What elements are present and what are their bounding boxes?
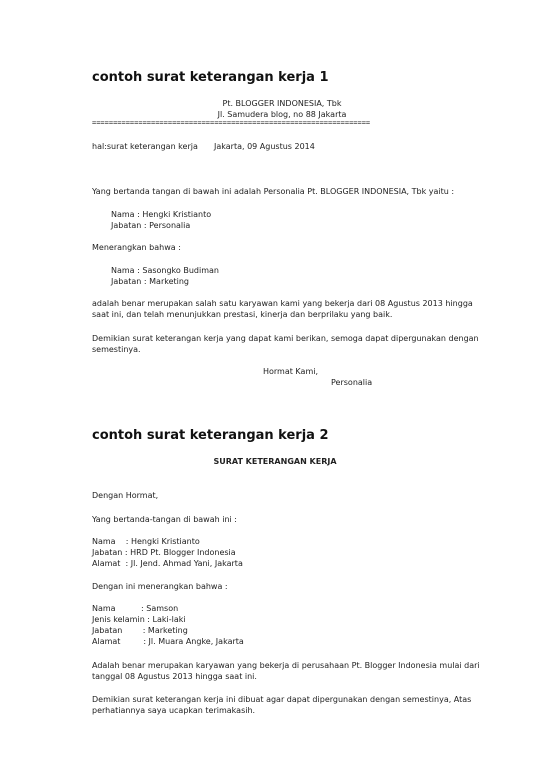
letter2-employee-position: Jabatan : Marketing xyxy=(92,626,188,635)
letter1-separator: ================================================================== xyxy=(92,119,371,127)
letter1-company: Pt. BLOGGER INDONESIA, Tbk xyxy=(222,99,342,108)
letter1-signer-position: Jabatan : Personalia xyxy=(111,221,191,230)
letter1-body-line2: saat ini, dan telah menunjukkan prestasi, kinerja dan berprilaku yang baik. xyxy=(92,310,393,319)
letter1-body-line1: adalah benar merupakan salah satu karyawan kami yang bekerja dari 08 Agustus 2013 hingga xyxy=(92,299,473,308)
letter2-body-line2: tanggal 08 Agustus 2013 hingga saat ini. xyxy=(92,672,257,681)
letter1-address: Jl. Samudera blog, no 88 Jakarta xyxy=(217,110,347,119)
letter2-signer-position: Jabatan : HRD Pt. Blogger Indonesia xyxy=(92,548,236,557)
letter2-body-line1: Adalah benar merupakan karyawan yang bekerja di perusahaan Pt. Blogger Indonesia mulai dari xyxy=(92,661,480,670)
letter2-intro: Yang bertanda-tangan di bawah ini : xyxy=(92,515,237,524)
letter2-heading: contoh surat keterangan kerja 2 xyxy=(92,428,329,443)
letter1-intro: Yang bertanda tangan di bawah ini adalah Personalia Pt. BLOGGER INDONESIA, Tbk yaitu : xyxy=(92,187,455,196)
letter1-employee-name: Nama : Sasongko Budiman xyxy=(111,266,219,275)
letter1-closing-line1: Demikian surat keterangan kerja yang dapat kami berikan, semoga dapat dipergunakan dengan xyxy=(92,334,479,343)
letter1-regards: Hormat Kami, xyxy=(263,367,318,376)
letter2-title: SURAT KETERANGAN KERJA xyxy=(213,457,337,466)
letter1-declares: Menerangkan bahwa : xyxy=(92,243,181,252)
letter2-closing-line1: Demikian surat keterangan kerja ini dibuat agar dapat dipergunakan dengan semestinya, Atas xyxy=(92,695,472,704)
letter1-signer-name: Nama : Hengki Kristianto xyxy=(111,210,212,219)
letter2-signer-address: Alamat : Jl. Jend. Ahmad Yani, Jakarta xyxy=(92,559,243,568)
letter2-declares: Dengan ini menerangkan bahwa : xyxy=(92,582,228,591)
letter2-closing-line2: perhatiannya saya ucapkan terimakasih. xyxy=(92,706,256,715)
letter1-heading: contoh surat keterangan kerja 1 xyxy=(92,70,329,85)
letter1-employee-position: Jabatan : Marketing xyxy=(111,277,190,286)
letter1-hal: hal:surat keterangan kerja xyxy=(92,142,198,151)
letter1-closing-line2: semestinya. xyxy=(92,345,141,354)
letter2-greeting: Dengan Hormat, xyxy=(92,491,159,500)
letter2-employee-address: Alamat : Jl. Muara Angke, Jakarta xyxy=(92,637,244,646)
letter1-regards-title: Personalia xyxy=(331,378,373,387)
letter1-place-date: Jakarta, 09 Agustus 2014 xyxy=(214,142,315,151)
letter2-signer-name: Nama : Hengki Kristianto xyxy=(92,537,200,546)
letter2-employee-gender: Jenis kelamin : Laki-laki xyxy=(92,615,186,624)
letter2-employee-name: Nama : Samson xyxy=(92,604,179,613)
